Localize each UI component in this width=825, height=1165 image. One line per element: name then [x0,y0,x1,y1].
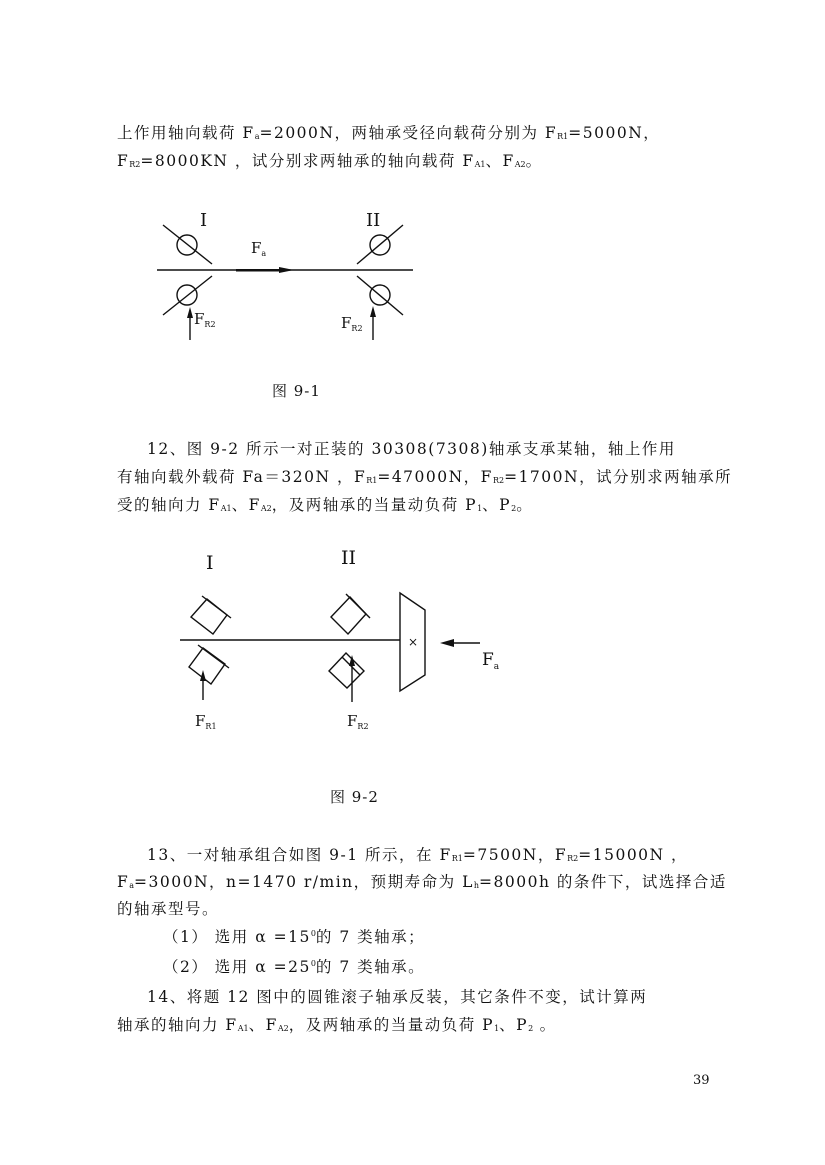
problem-11-line-1: 上作用轴向载荷 $F_a=2000N$，两轴承受径向载荷分别为 $F_{R1}=5000N$， [117,124,661,142]
problem-13-line-3: 的轴承型号。 [117,900,220,918]
radial-force-right-label-2: $F_{R2}$ [347,712,369,731]
figure-9-2-caption: 图 9-2 [330,788,379,806]
problem-11-line-2: $F_{R2}=8000KN$ ，试分别求两轴承的轴向载荷 $F_{A1}$、$F_{A2}$。 [117,152,543,170]
axial-force-label: $F_a$ [251,239,267,258]
bearing-i-label: I [200,210,208,231]
bearing-ii-upper-roller [331,597,366,634]
problem-14-line-2: 轴承的轴向力 $F_{A1}$、$F_{A2}$，及两轴承的当量动负荷 $P_1$、$P_2$ 。 [117,1016,557,1034]
bearing-ii-lower-roller [329,653,364,688]
radial-force-right-label: $F_{R2}$ [341,314,363,333]
problem-12-line-2: 有轴向载外载荷 Fa＝320N ，$F_{R1}=47000N$，$F_{R2}=1700N$，试分别求两轴承所 [117,468,733,486]
problem-13-option-2: （2） 选用 $\alpha =25^0$的 7 类轴承。 [163,958,426,976]
bearing-ii-label-2: II [341,547,357,569]
bearing-i-label-2: I [206,552,214,574]
figure-9-1-caption: 图 9-1 [272,382,321,400]
problem-13-option-1: （1） 选用 $\alpha =15^0$的 7 类轴承； [163,928,426,946]
bearing-ii-label: II [366,210,381,231]
external-axial-force-label: $F_a$ [482,650,500,672]
problem-13-line-2: $F_a=3000N$，n=1470 r/min，预期寿命为 $L_h=8000h$ 的条件下，试选择合适 [117,873,727,891]
page-number: 39 [693,1073,710,1088]
bearing-i-lower-roller [189,648,225,684]
problem-12-line-3: 受的轴向力 $F_{A1}$、$F_{A2}$，及两轴承的当量动负荷 $P_1$、$P_2$。 [117,496,534,514]
radial-force-left-label: $F_{R2}$ [194,310,216,329]
external-axial-force-arrow-head [440,639,454,647]
problem-13-line-1: 13、一对轴承组合如图 9-1 所示，在 $F_{R1}=7500N$，$F_{R2}=15000N$ ， [147,846,689,864]
bearing-i-upper-roller [191,599,227,634]
problem-14-line-1: 14、将题 12 图中的圆锥滚子轴承反装，其它条件不变，试计算两 [147,988,648,1006]
gear-cross-mark: × [408,635,419,649]
problem-12-line-1: 12、图 9-2 所示一对正装的 30308(7308)轴承支承某轴，轴上作用 [147,440,676,458]
radial-force-left-label-2: $F_{R1}$ [195,712,217,731]
